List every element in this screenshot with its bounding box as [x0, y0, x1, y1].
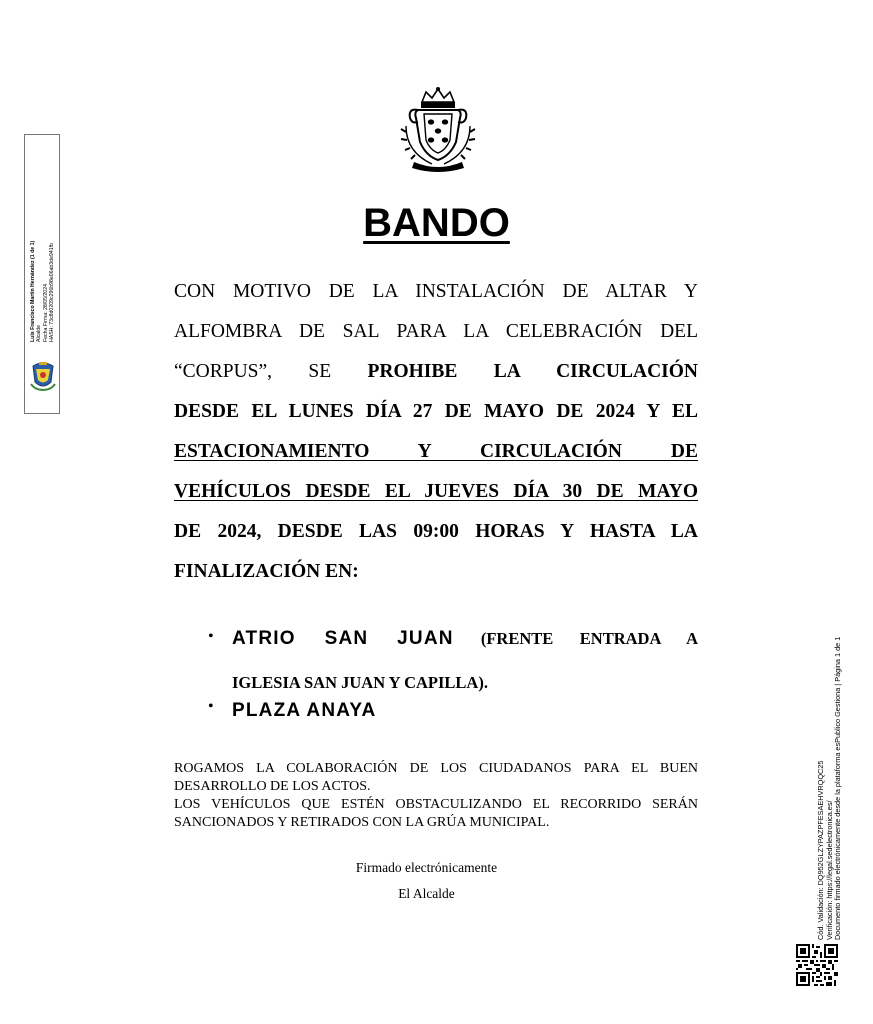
signer-role: Alcalde	[36, 324, 43, 342]
note-line: SANCIONADOS Y RETIRADOS CON LA GRÚA MUNICIPAL.	[174, 815, 550, 830]
platform-note: Documento firmado electrónicamente desde la plataforma esPublico Gestiona | Página 1 de 1	[833, 636, 843, 940]
signed-electronically: Firmado electrónicamente	[355, 860, 498, 875]
location-detail: (FRENTE ENTRADA A	[480, 629, 699, 648]
body-line-3: “CORPUS”, SE PROHIBE LA CIRCULACIÓN	[174, 361, 698, 382]
body-line-6: VEHÍCULOS DESDE EL JUEVES DÍA 30 DE MAYO	[174, 481, 698, 502]
qr-code-icon	[796, 944, 838, 986]
verification-url: Verificación: https://legal.sedelectronica.es/	[824, 800, 834, 940]
coat-of-arms-icon	[392, 86, 484, 172]
signature-hash: HASH: 73c8d0209c296b98e06ab3de941fb	[48, 243, 55, 342]
validation-code: Cód. Validación: DQ952GLZYPAZPFESAEHVRQQC25	[816, 760, 825, 940]
list-item	[208, 618, 698, 706]
body-line-5: ESTACIONAMIENTO Y CIRCULACIÓN DE	[174, 441, 698, 462]
body-line-2: ALFOMBRA DE SAL PARA LA CELEBRACIÓN DEL	[174, 321, 698, 342]
signer-name: Luis Francisco Martín Hernández (1 de 1)	[30, 240, 36, 342]
body-line-8: FINALIZACIÓN EN:	[174, 561, 359, 582]
list-item	[208, 696, 698, 726]
location-name: PLAZA ANAYA	[232, 700, 377, 721]
signatory-title: El Alcalde	[398, 886, 455, 901]
locations-list	[208, 618, 698, 726]
prohibition-text: PROHIBE LA CIRCULACIÓN	[367, 361, 698, 382]
location-name: ATRIO SAN JUAN	[232, 628, 454, 649]
location-detail-continued: IGLESIA SAN JUAN Y CAPILLA).	[232, 673, 488, 692]
bullet: •	[208, 698, 214, 715]
bullet: •	[208, 628, 214, 645]
note-line: ROGAMOS LA COLABORACIÓN DE LOS CIUDADANOS PARA EL BUEN	[174, 761, 698, 776]
body-line-1: CON MOTIVO DE LA INSTALACIÓN DE ALTAR Y	[174, 281, 698, 302]
signature-date: Fecha Firma: 28/05/2024	[42, 284, 49, 342]
body-line-7: DE 2024, DESDE LAS 09:00 HORAS Y HASTA LA	[174, 521, 698, 542]
document-title: BANDO	[363, 201, 510, 245]
notes-paragraph	[174, 760, 698, 832]
municipal-seal-icon	[29, 360, 57, 392]
note-line: DESARROLLO DE LOS ACTOS.	[174, 779, 371, 794]
validation-text	[817, 620, 843, 940]
body-line-4: DESDE EL LUNES DÍA 27 DE MAYO DE 2024 Y EL	[174, 401, 698, 422]
note-line: LOS VEHÍCULOS QUE ESTÉN OBSTACULIZANDO EL RECORRIDO SERÁN	[174, 797, 698, 812]
announcement-body	[174, 272, 698, 592]
